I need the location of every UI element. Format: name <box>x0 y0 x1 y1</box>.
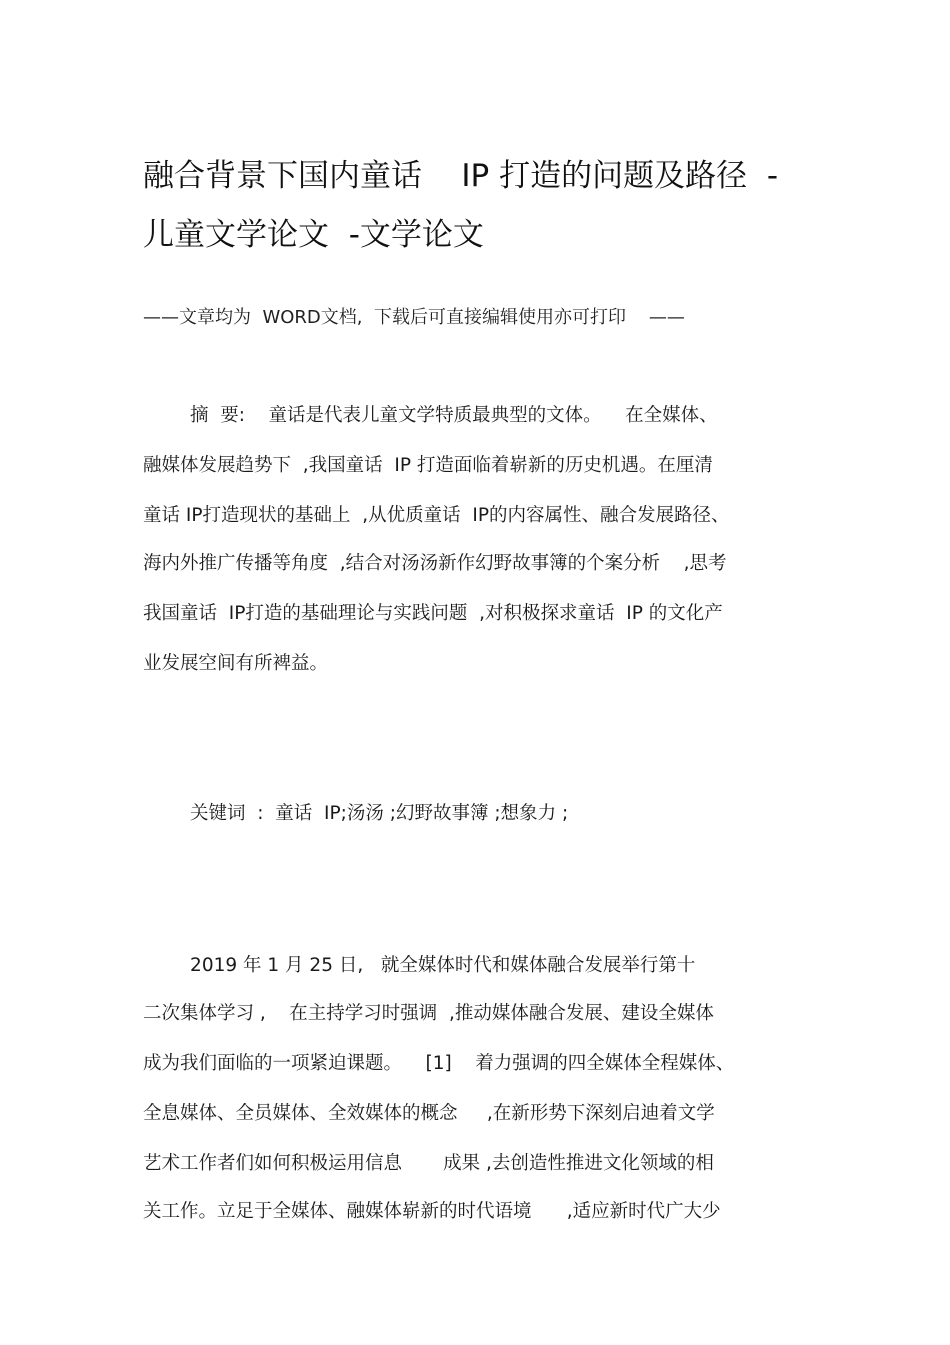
abstract-line: 融媒体发展趋势下 ,我国童话 IP 打造面临着崭新的历史机遇。在厘清 <box>143 455 713 476</box>
abstract-line: 童话 IP打造现状的基础上 ,从优质童话 IP的内容属性、融合发展路径、 <box>143 505 730 526</box>
abstract-line: 我国童话 IP打造的基础理论与实践问题 ,对积极探求童话 IP 的文化产 <box>143 603 723 624</box>
body-line: 全息媒体、全员媒体、全效媒体的概念 ,在新形势下深刻启迪着文学 <box>143 1103 715 1124</box>
body-line: 二次集体学习 , 在主持学习时强调 ,推动媒体融合发展、建设全媒体 <box>143 1003 714 1024</box>
body-line: 艺术工作者们如何积极运用信息 成果 ,去创造性推进文化领域的相 <box>143 1153 714 1174</box>
title-line-1: 融合背景下国内童话 IP 打造的问题及路径 - <box>143 158 778 194</box>
abstract-line: 海内外推广传播等角度 ,结合对汤汤新作幻野故事簿的个案分析 ,思考 <box>143 553 727 574</box>
title-line-2: 儿童文学论文 -文学论文 <box>143 217 484 253</box>
body-line: 关工作。立足于全媒体、融媒体崭新的时代语境 ,适应新时代广大少 <box>143 1201 721 1222</box>
keywords-line: 关键词 : 童话 IP;汤汤 ;幻野故事簿 ;想象力 ; <box>143 803 569 824</box>
subtitle: ——文章均为 WORD文档, 下载后可直接编辑使用亦可打印 —— <box>143 307 685 328</box>
abstract-line: 摘 要: 童话是代表儿童文学特质最典型的文体。 在全媒体、 <box>143 405 718 426</box>
body-line: 2019 年 1 月 25 日, 就全媒体时代和媒体融合发展举行第十 <box>143 955 696 976</box>
body-line: 成为我们面临的一项紧迫课题。 [1] 着力强调的四全媒体全程媒体、 <box>143 1053 735 1074</box>
abstract-line: 业发展空间有所裨益。 <box>143 653 329 674</box>
